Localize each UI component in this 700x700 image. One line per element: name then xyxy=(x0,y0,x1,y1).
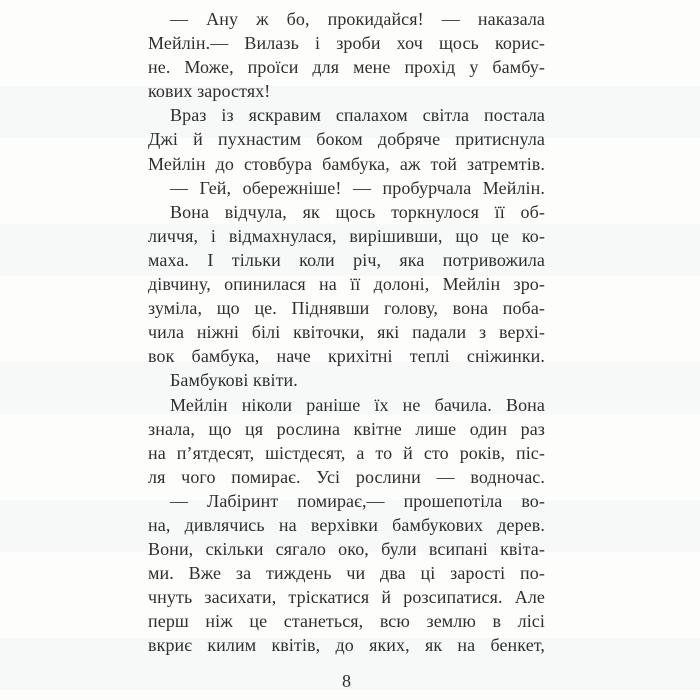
body-text xyxy=(148,7,545,658)
text-line: чнуть засихати, тріскатися й розсипатися. Але xyxy=(148,587,545,608)
text-line: Мейлін.— Вилазь і зроби хоч щось корис- xyxy=(148,33,545,54)
text-line: Вони, скільки сягало око, були всипані квіта- xyxy=(148,539,545,560)
text-line: на, дивлячись на верхівки бамбукових дерев. xyxy=(148,514,545,535)
text-line: чила ніжні білі квіточки, які падали з верхі- xyxy=(148,322,545,343)
text-line: Враз із яскравим спалахом світла постала xyxy=(170,105,545,126)
text-line: личчя, і відмахнулася, вирішивши, що це ко- xyxy=(148,225,545,246)
text-line: вкриє килим квітів, до яких, як на бенкет, xyxy=(148,635,545,656)
text-line: Вона відчула, як щось торкнулося її об- xyxy=(170,201,545,222)
text-line: не. Може, проїси для мене прохід у бамбу- xyxy=(148,57,545,78)
text-line: — Ану ж бо, прокидайся! — наказала xyxy=(170,9,545,29)
text-line: Бамбукові квіти. xyxy=(170,370,298,391)
text-line: ми. Вже за тиждень чи два ці зарості по- xyxy=(148,563,545,584)
text-line: кових заростях! xyxy=(148,81,271,102)
text-line: зуміла, що це. Піднявши голову, вона поба- xyxy=(148,298,545,319)
text-line: дівчину, опинилася на її долоні, Мейлін зро- xyxy=(148,274,545,295)
text-line: ля чого помирає. Усі рослини — водночас. xyxy=(148,466,545,487)
text-line: на п’ятдесят, шістдесят, а то й сто років, піс- xyxy=(148,442,545,463)
text-line: Мейлін ніколи раніше їх не бачила. Вона xyxy=(170,394,545,415)
text-line: знала, що ця рослина квітне лише один раз xyxy=(148,418,545,439)
text-line: — Гей, обережніше! — пробурчала Мейлін. xyxy=(170,177,545,198)
page-number: 8 xyxy=(342,671,351,691)
text-line: перш ніж це станеться, всю землю в лісі xyxy=(148,611,545,632)
text-line: маха. І тільки коли річ, яка потривожила xyxy=(148,249,545,270)
text-line: вок бамбука, наче крихітні теплі сніжинки. xyxy=(148,346,545,367)
text-line: Мейлін до стовбура бамбука, аж той затремтів. xyxy=(148,153,545,174)
text-line: — Лабіринт помирає,— прошепотіла во- xyxy=(170,490,545,511)
text-line: Джі й пухнастим боком добряче притиснула xyxy=(148,129,545,150)
